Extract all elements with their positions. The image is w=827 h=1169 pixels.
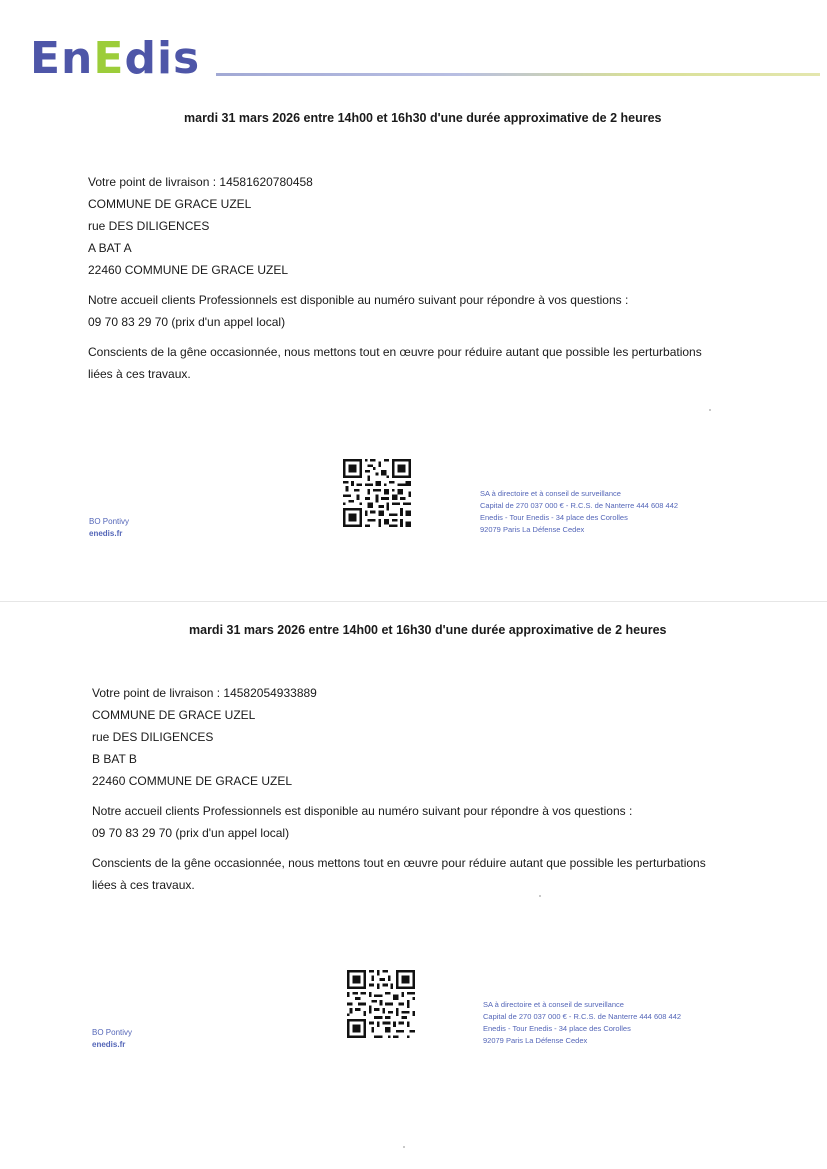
legal-line: Capital de 270 037 000 € - R.C.S. de Nanterre 444 608 442 — [483, 1012, 682, 1021]
delivery-point: Votre point de livraison : 14581620780458 — [88, 175, 313, 189]
notice-2-title: mardi 31 mars 2026 entre 14h00 et 16h30 d'une durée approximative de 2 heures — [189, 623, 667, 637]
notice-1-legal — [480, 488, 678, 536]
scan-speck — [539, 895, 541, 897]
office-name: BO Pontivy — [92, 1028, 133, 1037]
enedis-logo: EnEdis — [30, 33, 201, 84]
office-name: BO Pontivy — [89, 517, 130, 526]
legal-line: SA à directoire et à conseil de surveillance — [480, 489, 621, 498]
contact-text: Notre accueil clients Professionnels est disponible au numéro suivant pour répondre à vos questions : — [92, 804, 633, 818]
address-line: rue DES DILIGENCES — [92, 730, 214, 744]
address-line: B BAT B — [92, 752, 137, 766]
qr-code-icon — [347, 970, 415, 1038]
header-rule — [216, 73, 820, 76]
page-divider — [0, 601, 827, 602]
notice-2-footer-left — [92, 1027, 132, 1051]
legal-line: Enedis - Tour Enedis - 34 place des Corolles — [480, 513, 628, 522]
address-line: COMMUNE DE GRACE UZEL — [92, 708, 256, 722]
contact-text: Notre accueil clients Professionnels est disponible au numéro suivant pour répondre à vos questions : — [88, 293, 629, 307]
address-line: COMMUNE DE GRACE UZEL — [88, 197, 252, 211]
apology-text: liées à ces travaux. — [92, 878, 195, 892]
apology-text: Conscients de la gêne occasionnée, nous mettons tout en œuvre pour réduire autant que possible les perturbations — [88, 345, 702, 359]
legal-line: Enedis - Tour Enedis - 34 place des Corolles — [483, 1024, 631, 1033]
website-link[interactable]: enedis.fr — [89, 529, 123, 538]
notice-2-body — [92, 682, 792, 896]
address-line: rue DES DILIGENCES — [88, 219, 210, 233]
phone-number: 09 70 83 29 70 (prix d'un appel local) — [88, 315, 286, 329]
notice-1-body — [88, 171, 788, 385]
legal-line: 92079 Paris La Défense Cedex — [483, 1036, 588, 1045]
delivery-point: Votre point de livraison : 14582054933889 — [92, 686, 317, 700]
qr-code-icon — [343, 459, 411, 527]
apology-text: liées à ces travaux. — [88, 367, 191, 381]
scan-speck — [709, 409, 711, 411]
apology-text: Conscients de la gêne occasionnée, nous mettons tout en œuvre pour réduire autant que possible les perturbations — [92, 856, 706, 870]
notice-1-footer-left — [89, 516, 129, 540]
legal-line: Capital de 270 037 000 € - R.C.S. de Nanterre 444 608 442 — [480, 501, 679, 510]
scan-speck — [403, 1146, 405, 1148]
address-line: A BAT A — [88, 241, 132, 255]
notice-2-legal — [483, 999, 681, 1047]
address-line: 22460 COMMUNE DE GRACE UZEL — [88, 263, 289, 277]
legal-line: 92079 Paris La Défense Cedex — [480, 525, 585, 534]
notice-1-title: mardi 31 mars 2026 entre 14h00 et 16h30 d'une durée approximative de 2 heures — [184, 111, 662, 125]
address-line: 22460 COMMUNE DE GRACE UZEL — [92, 774, 293, 788]
legal-line: SA à directoire et à conseil de surveillance — [483, 1000, 624, 1009]
website-link[interactable]: enedis.fr — [92, 1040, 126, 1049]
phone-number: 09 70 83 29 70 (prix d'un appel local) — [92, 826, 290, 840]
